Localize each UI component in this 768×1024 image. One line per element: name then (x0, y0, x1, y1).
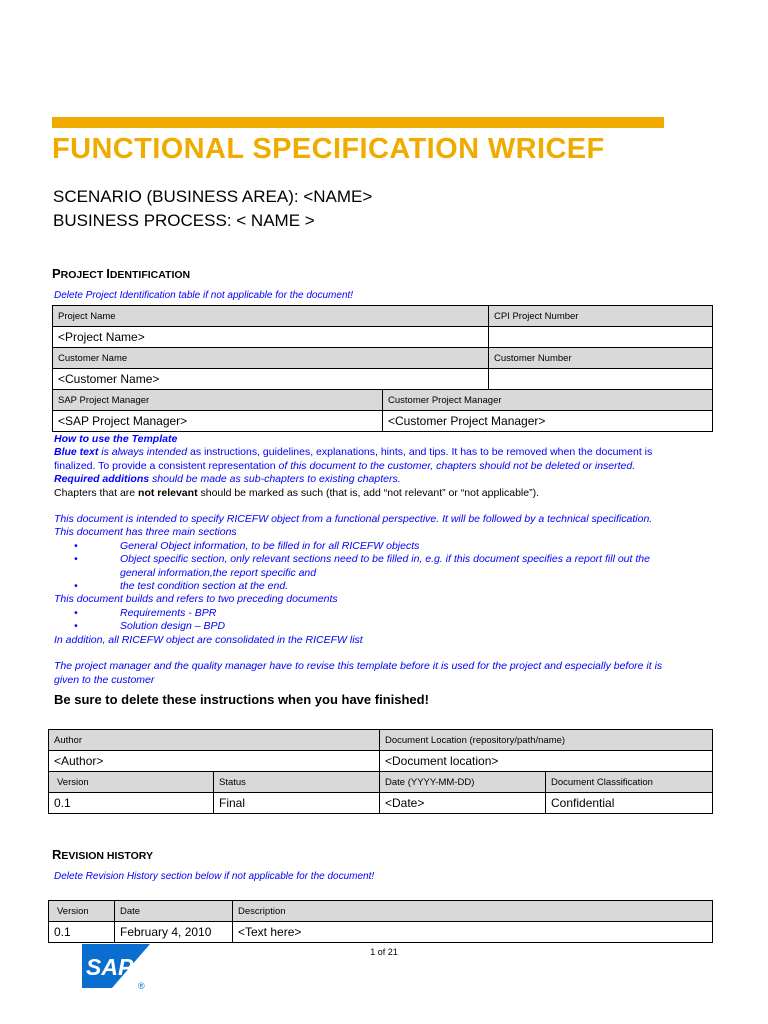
date-column-header: Date (115, 901, 233, 922)
cpi-project-number-label: CPI Project Number (489, 306, 713, 327)
instruction-line-4: Chapters that are not relevant should be marked as such (that is, add “not relevant” or “not applicable”). (54, 486, 539, 499)
document-location-value[interactable]: <Document location> (380, 751, 713, 772)
date-value[interactable]: <Date> (380, 793, 546, 814)
revision-history-table (48, 900, 713, 943)
document-title: FUNCTIONAL SPECIFICATION WRICEF (52, 133, 605, 165)
sap-logo-text: SAP (86, 954, 134, 980)
project-identification-note: Delete Project Identification table if not applicable for the document! (54, 290, 354, 301)
project-name-value[interactable]: <Project Name> (53, 327, 489, 348)
registered-mark: ® (138, 981, 145, 990)
revision-history-note: Delete Revision History section below if not applicable for the document! (54, 871, 375, 882)
status-label: Status (214, 772, 380, 793)
delete-instructions-warning: Be sure to delete these instructions when you have finished! (54, 692, 429, 707)
business-process-line: BUSINESS PROCESS: < NAME > (53, 211, 315, 230)
description-column-header: Description (233, 901, 713, 922)
table-header-row (49, 901, 713, 922)
sap-logo-icon (82, 944, 152, 990)
project-name-label: Project Name (53, 306, 489, 327)
sap-project-manager-label: SAP Project Manager (53, 390, 383, 411)
cpi-project-number-value[interactable] (489, 327, 713, 348)
instruction-para-5: The project manager and the quality manager have to revise this template before it is used for the project and especially before it is (54, 660, 663, 673)
bullet-item-continuation: general information,the report specific and (120, 566, 317, 579)
customer-number-value[interactable] (489, 369, 713, 390)
customer-number-label: Customer Number (489, 348, 713, 369)
version-column-header: Version (49, 901, 115, 922)
revision-description-cell[interactable]: <Text here> (233, 922, 713, 943)
revision-version-cell[interactable]: 0.1 (49, 922, 115, 943)
customer-project-manager-value[interactable]: <Customer Project Manager> (383, 411, 713, 432)
version-value[interactable]: 0.1 (49, 793, 214, 814)
document-info-table (48, 729, 713, 814)
table-row (49, 922, 713, 943)
sap-logo (82, 944, 152, 995)
bullet-item: • Solution design – BPD (74, 620, 226, 633)
instruction-para-2: This document has three main sections (54, 526, 237, 539)
page-number: 1 of 21 (370, 947, 398, 957)
template-instructions (54, 433, 714, 687)
bullet-item: • the test condition section at the end. (74, 580, 289, 593)
instruction-line-1: Blue text is always intended as instructions, guidelines, explanations, hints, and tips. It has to be removed when the document is (54, 446, 653, 459)
revision-date-cell[interactable]: February 4, 2010 (115, 922, 233, 943)
project-identification-heading: PROJECT IDENTIFICATION (52, 266, 191, 281)
how-to-heading: How to use the Template (54, 433, 178, 445)
bullet-item: • Requirements - BPR (74, 606, 217, 619)
bullet-item: • General Object information, to be filled in for all RICEFW objects (74, 539, 420, 552)
project-identification-table (52, 305, 713, 432)
instruction-para-1: This document is intended to specify RICEFW object from a functional perspective. It will be followed by a technical specification. (54, 513, 653, 526)
instruction-line-3: Required additions should be made as sub-chapters to existing chapters. (54, 473, 401, 486)
document-classification-value[interactable]: Confidential (546, 793, 713, 814)
customer-name-value[interactable]: <Customer Name> (53, 369, 489, 390)
author-label: Author (49, 730, 380, 751)
document-location-label: Document Location (repository/path/name) (380, 730, 713, 751)
scenario-line: SCENARIO (BUSINESS AREA): <NAME> (53, 187, 373, 206)
date-label: Date (YYYY-MM-DD) (380, 772, 546, 793)
customer-project-manager-label: Customer Project Manager (383, 390, 713, 411)
instruction-para-5b: given to the customer (54, 673, 155, 686)
revision-history-heading: REVISION HISTORY (52, 847, 153, 862)
sap-project-manager-value[interactable]: <SAP Project Manager> (53, 411, 383, 432)
document-classification-label: Document Classification (546, 772, 713, 793)
customer-name-label: Customer Name (53, 348, 489, 369)
version-label: Version (49, 772, 214, 793)
bullet-item: • Object specific section, only relevant sections need to be filled in, e.g. if this document specifies a report fill out the (74, 553, 650, 566)
author-value[interactable]: <Author> (49, 751, 380, 772)
title-accent-bar (52, 117, 664, 128)
instruction-line-2: finalized. To provide a consistent representation of this document to the customer, chapters should not be deleted or inserted. (54, 459, 636, 472)
status-value[interactable]: Final (214, 793, 380, 814)
instruction-para-4: In addition, all RICEFW object are consolidated in the RICEFW list (54, 633, 363, 646)
instruction-para-3: This document builds and refers to two preceding documents (54, 593, 338, 606)
